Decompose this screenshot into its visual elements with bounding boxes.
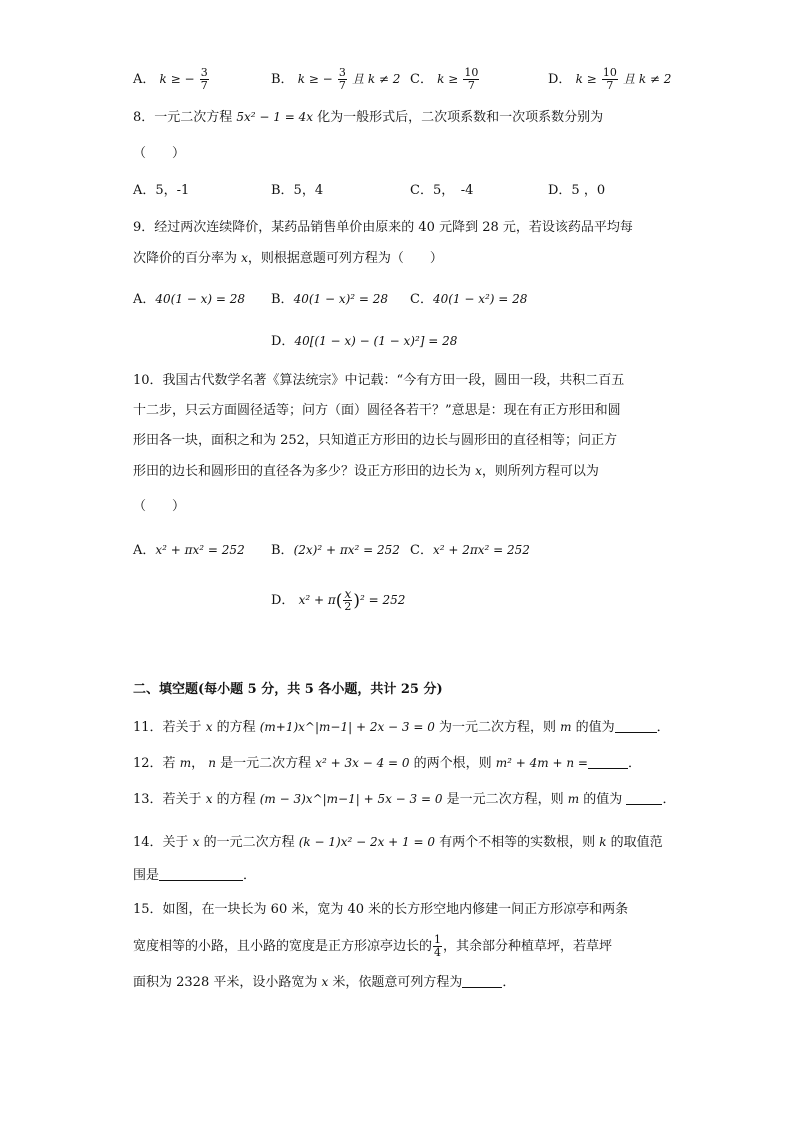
text: 的取值范 <box>606 835 663 850</box>
answer-blank[interactable] <box>588 754 628 769</box>
variable: n <box>208 756 216 770</box>
q15-line1: 15．如图，在一块长为 60 米，宽为 40 米的长方形空地内修建一间正方形凉亭和两条 <box>133 902 629 917</box>
q10-paren: （ ） <box>133 499 186 514</box>
equation: (m − 3)x^|m−1| + 5x − 3 = 0 <box>259 792 443 806</box>
text: 13．若关于 <box>133 792 206 807</box>
variable: m <box>567 792 580 806</box>
text: 有两个不相等的实数根，则 <box>435 835 600 850</box>
q15-line3 <box>133 972 515 993</box>
q9-stem-line1: 9．经过两次连续降价，某药品销售单价由原来的 40 元降到 28 元，若设该药品平均每 <box>133 220 633 235</box>
fraction <box>433 934 442 959</box>
answer-blank[interactable] <box>159 866 243 881</box>
option-label: C． <box>410 292 433 307</box>
numerator: 3 <box>338 66 346 79</box>
option-math: k ≥ − <box>297 72 333 86</box>
denominator: 4 <box>434 946 442 959</box>
option-math: x² + 2πx² = 252 <box>432 543 530 557</box>
variable: m <box>179 756 192 770</box>
variable: x <box>192 835 200 849</box>
fraction <box>200 67 209 92</box>
denominator: 7 <box>467 79 475 92</box>
option-math: k ≥ <box>575 72 597 86</box>
text: 米，依题意可列方程为 <box>328 975 463 990</box>
fraction <box>338 67 347 92</box>
numerator: 10 <box>602 66 617 79</box>
section-title: 二、填空题(每小题 5 分，共 5 各小题，共计 25 分) <box>133 682 443 697</box>
option-label: A． <box>133 72 156 87</box>
answer-blank[interactable] <box>626 790 662 805</box>
variable: x <box>321 975 329 989</box>
option-math: 40(1 − x) = 28 <box>155 292 246 306</box>
q8-option-c[interactable]: C．5， -4 <box>410 183 474 198</box>
text: ． <box>627 756 641 771</box>
option-label: C． <box>410 72 433 87</box>
text: 宽度相等的小路，且小路的宽度是正方形凉亭边长的 <box>133 939 433 954</box>
fraction <box>602 67 618 92</box>
option-math: 40(1 − x)² = 28 <box>293 292 389 306</box>
text: 14．关于 <box>133 835 193 850</box>
option-label: B． <box>271 72 294 87</box>
text: 次降价的百分率为 <box>133 251 242 266</box>
text: ． <box>243 868 257 883</box>
answer-blank[interactable] <box>615 718 657 733</box>
q8-stem <box>133 107 603 128</box>
q8-option-a[interactable]: A．5，-1 <box>133 183 190 198</box>
q8-option-b[interactable]: B．5，4 <box>271 183 324 198</box>
q15-line2 <box>133 934 612 959</box>
q9-option-a[interactable] <box>133 289 245 310</box>
text: 形田的边长和圆形田的直径各为多少？设正方形田的边长为 <box>133 464 476 479</box>
text: 12．若 <box>133 756 180 771</box>
numerator: 1 <box>434 933 442 946</box>
text: 为一元二次方程，则 <box>434 720 561 735</box>
equation: x² + 3x − 4 = 0 <box>315 756 410 770</box>
fraction <box>463 67 479 92</box>
equation: (m+1)x^|m−1| + 2x − 3 = 0 <box>259 720 435 734</box>
variable: x <box>205 792 213 806</box>
variable: x <box>205 720 213 734</box>
equation: 5x² − 1 = 4x <box>236 110 314 124</box>
text: 8．一元二次方程 <box>133 110 237 125</box>
option-label: B． <box>271 292 294 307</box>
q9-option-b[interactable] <box>271 289 388 310</box>
text: 的两个根，则 <box>409 756 496 771</box>
option-math-tail: 且 k ≠ 2 <box>623 72 672 86</box>
option-math: 40(1 − x²) = 28 <box>432 292 528 306</box>
q14-line1 <box>133 832 663 853</box>
option-label: C． <box>410 543 433 558</box>
text: ． <box>502 975 516 990</box>
q7-option-b[interactable] <box>271 67 400 92</box>
option-math: (2x)² + πx² = 252 <box>293 543 400 557</box>
q10-line1: 10．我国古代数学名著《算法统宗》中记载：“今有方田一段，圆田一段，共积二百五 <box>133 373 625 388</box>
q9-option-c[interactable] <box>410 289 527 310</box>
numerator: 3 <box>200 66 208 79</box>
text: 11．若关于 <box>133 720 206 735</box>
q10-option-b[interactable] <box>271 540 400 561</box>
q9-stem-line2 <box>133 248 443 269</box>
q10-option-d[interactable] <box>271 588 405 613</box>
text: ，则所列方程可以为 <box>481 464 599 479</box>
paren-open: ( <box>335 591 343 611</box>
q10-line3: 形田各一块，面积之和为 252，只知道正方形田的边长与圆形田的直径相等；问正方 <box>133 433 617 448</box>
paren-close: ) <box>353 591 361 611</box>
text: 围是 <box>133 868 160 883</box>
q10-option-c[interactable] <box>410 540 530 561</box>
option-label: B． <box>271 543 294 558</box>
option-math: x² + π <box>298 593 336 607</box>
option-math: 40[(1 − x) − (1 − x)²] = 28 <box>294 334 458 348</box>
text: ，则根据意题可列方程为（ ） <box>247 251 443 266</box>
text: ， <box>191 756 209 771</box>
denominator: 7 <box>200 79 208 92</box>
variable: m <box>560 720 572 734</box>
q7-option-a[interactable] <box>133 67 210 92</box>
q7-option-d[interactable] <box>548 67 671 92</box>
fraction <box>343 588 352 613</box>
q9-option-d[interactable] <box>271 331 457 352</box>
text: 的方程 <box>212 720 260 735</box>
denominator: 7 <box>606 79 614 92</box>
option-label: A． <box>133 543 156 558</box>
text: 是一元二次方程 <box>215 756 316 771</box>
text: 化为一般形式后，二次项系数和一次项系数分别为 <box>313 110 604 125</box>
option-label: A． <box>133 292 156 307</box>
text: 的值为 <box>571 720 615 735</box>
variable: x <box>241 251 248 265</box>
numerator: 10 <box>464 66 479 79</box>
equation: (k − 1)x² − 2x + 1 = 0 <box>298 835 435 849</box>
option-math-tail: 且 k ≠ 2 <box>352 72 401 86</box>
q14-line2 <box>133 866 256 886</box>
q7-option-c[interactable] <box>410 67 480 92</box>
text: 的方程 <box>212 792 260 807</box>
q10-line4 <box>133 461 599 482</box>
text: ． <box>662 792 676 807</box>
denominator: 2 <box>344 600 352 613</box>
text: 的一元二次方程 <box>199 835 299 850</box>
q10-option-a[interactable] <box>133 540 245 561</box>
option-label: D． <box>548 72 572 87</box>
q13-line <box>133 789 675 810</box>
text: 面积为 2328 平米，设小路宽为 <box>133 975 322 990</box>
answer-blank[interactable] <box>462 973 502 988</box>
option-math: x² + πx² = 252 <box>155 543 245 557</box>
option-math: k ≥ <box>437 72 459 86</box>
option-label: D． <box>271 593 295 608</box>
variable: k <box>599 835 607 849</box>
text: ． <box>656 720 670 735</box>
variable: x <box>475 464 482 478</box>
q8-option-d[interactable]: D．5 ，0 <box>548 183 606 198</box>
denominator: 7 <box>338 79 346 92</box>
text: ，其余部分种植草坪，若草坪 <box>443 939 613 954</box>
option-math-tail: ² = 252 <box>360 593 406 607</box>
q10-line2: 十二步，只云方面圆径适等；问方（面）圆径各若干？”意思是：现在有正方形田和圆 <box>133 403 621 418</box>
q11-line <box>133 717 670 738</box>
text: 的值为 <box>579 792 623 807</box>
equation: m² + 4m + n = <box>495 756 588 770</box>
option-math: k ≥ − <box>159 72 195 86</box>
q12-line <box>133 753 641 774</box>
q8-paren: （ ） <box>133 146 186 161</box>
option-label: D． <box>271 334 295 349</box>
text: 是一元二次方程，则 <box>442 792 568 807</box>
numerator: x <box>344 587 352 601</box>
